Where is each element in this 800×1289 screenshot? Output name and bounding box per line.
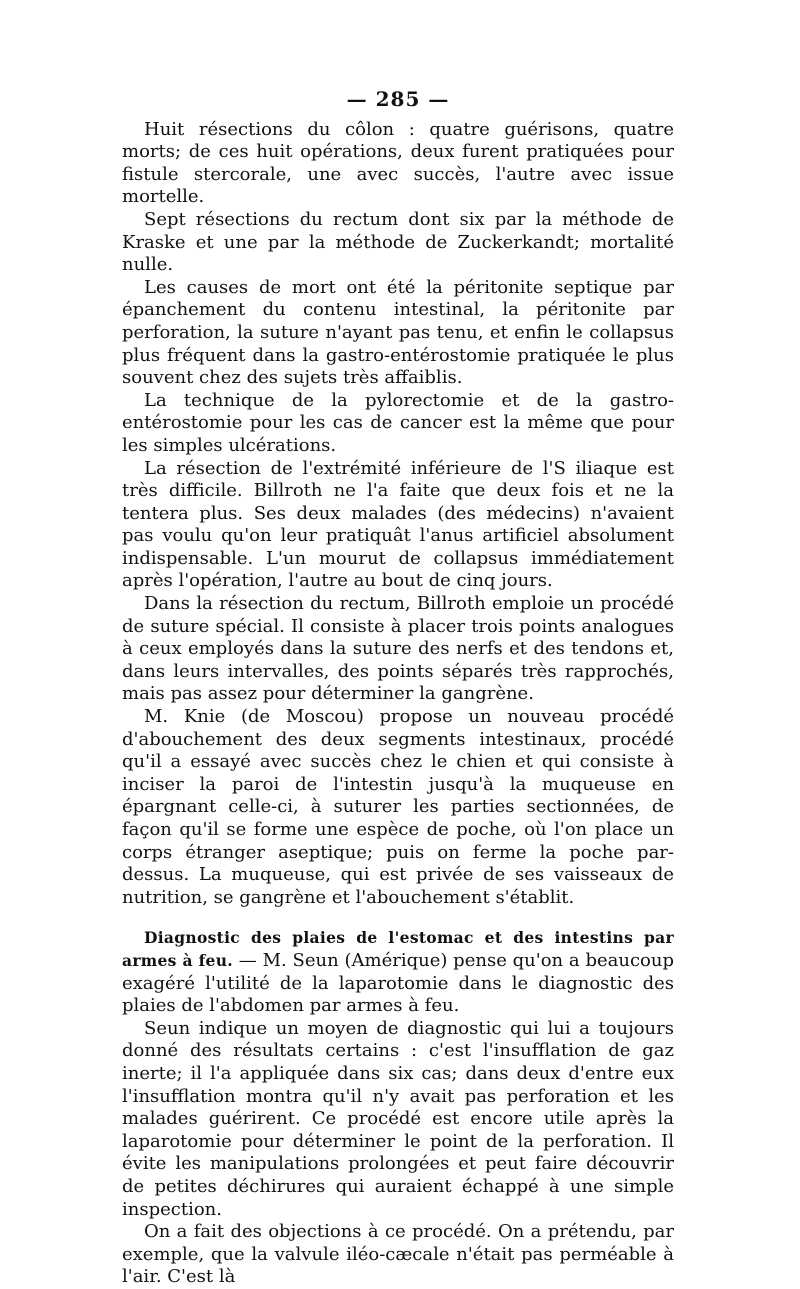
paragraph-causes-of-death: Les causes de mort ont été la péritonite septique par épanchement du contenu intestinal, la péritonite par perforation, la suture n'ayant pas tenu, et enfin le collapsus plus fréquent dans la gastro-entérostomie pratiquée le plus souvent chez des sujets très affaiblis. bbox=[122, 276, 674, 389]
paragraph-rectum-suture: Dans la résection du rectum, Billroth emploie un procédé de suture spécial. Il consiste à placer trois points analogues à ceux employés dans la suture des nerfs et des tendons et, dans leurs intervalles, des points séparés très rapprochés, mais pas assez pour déterminer la gangrène. bbox=[122, 593, 674, 705]
section-lead-text: — M. Seun (Amérique) pense qu'on a beaucoup exagéré l'utilité de la laparotomie dans le diagnostic des plaies de l'abdomen par armes à feu. bbox=[122, 949, 674, 1017]
paragraph-knie-procedure: M. Knie (de Moscou) propose un nouveau procédé d'abouchement des deux segments intestinaux, procédé qu'il a essayé avec succès chez le chien et qui consiste à inciser la paroi de l'intestin jusqu'à la muqueuse en épargnant celle-ci, à suturer les parties sectionnées, de façon qu'il se forme une espèce de poche, où l'on place un corps étranger aseptique; puis on ferme la poche par-dessus. La muqueuse, qui est privée de ses vaisseaux de nutrition, se gangrène et l'abouchement s'établit. bbox=[122, 706, 674, 908]
section-first-paragraph bbox=[122, 927, 674, 1017]
section-heading: Diagnostic des plaies de l'estomac et des intestins par armes à feu. bbox=[122, 928, 674, 970]
paragraph-objections: On a fait des objections à ce procédé. On a prétendu, par exemple, que la valvule iléo-cæcale n'était pas perméable à l'air. C'est là bbox=[122, 1221, 674, 1288]
paragraph-colon-resections: Huit résections du côlon : quatre guérisons, quatre morts; de ces huit opérations, deux furent pratiquées pour fistule stercorale, une avec succès, l'autre avec issue mortelle. bbox=[122, 118, 674, 208]
paragraph-rectum-resections: Sept résections du rectum dont six par la méthode de Kraske et une par la méthode de Zuckerkandt; mortalité nulle. bbox=[122, 208, 674, 276]
page-number: — 285 — bbox=[346, 87, 450, 111]
paragraph-iliac-resection: La résection de l'extrémité inférieure de l'S iliaque est très difficile. Billroth ne l'a faite que deux fois et ne la tentera plus. Ses deux malades (des médecins) n'avaient pas voulu qu'on leur pratiquât l'anus artificiel absolument indispensable. L'un mourut de collapsus immédiatement après l'opération, l'autre au bout de cinq jours. bbox=[122, 457, 674, 592]
paragraph-insufflation: Seun indique un moyen de diagnostic qui lui a toujours donné des résultats certains : c'est l'insufflation de gaz inerte; il l'a appliquée dans six cas; dans deux d'entre eux l'insufflation montra qu'il n'y avait pas perforation et les malades guérirent. Ce procédé est encore utile après la laparotomie pour déterminer le point de la perforation. Il évite les manipulations prolongées et peut faire découvrir de petites déchirures qui auraient échappé à une simple inspection. bbox=[122, 1017, 674, 1220]
paragraph-pylorectomy-technique: La technique de la pylorectomie et de la gastro-entérostomie pour les cas de cancer est la même que pour les simples ulcérations. bbox=[122, 389, 674, 456]
section-gunshot-wounds bbox=[122, 927, 674, 1289]
book-page bbox=[122, 88, 674, 1289]
